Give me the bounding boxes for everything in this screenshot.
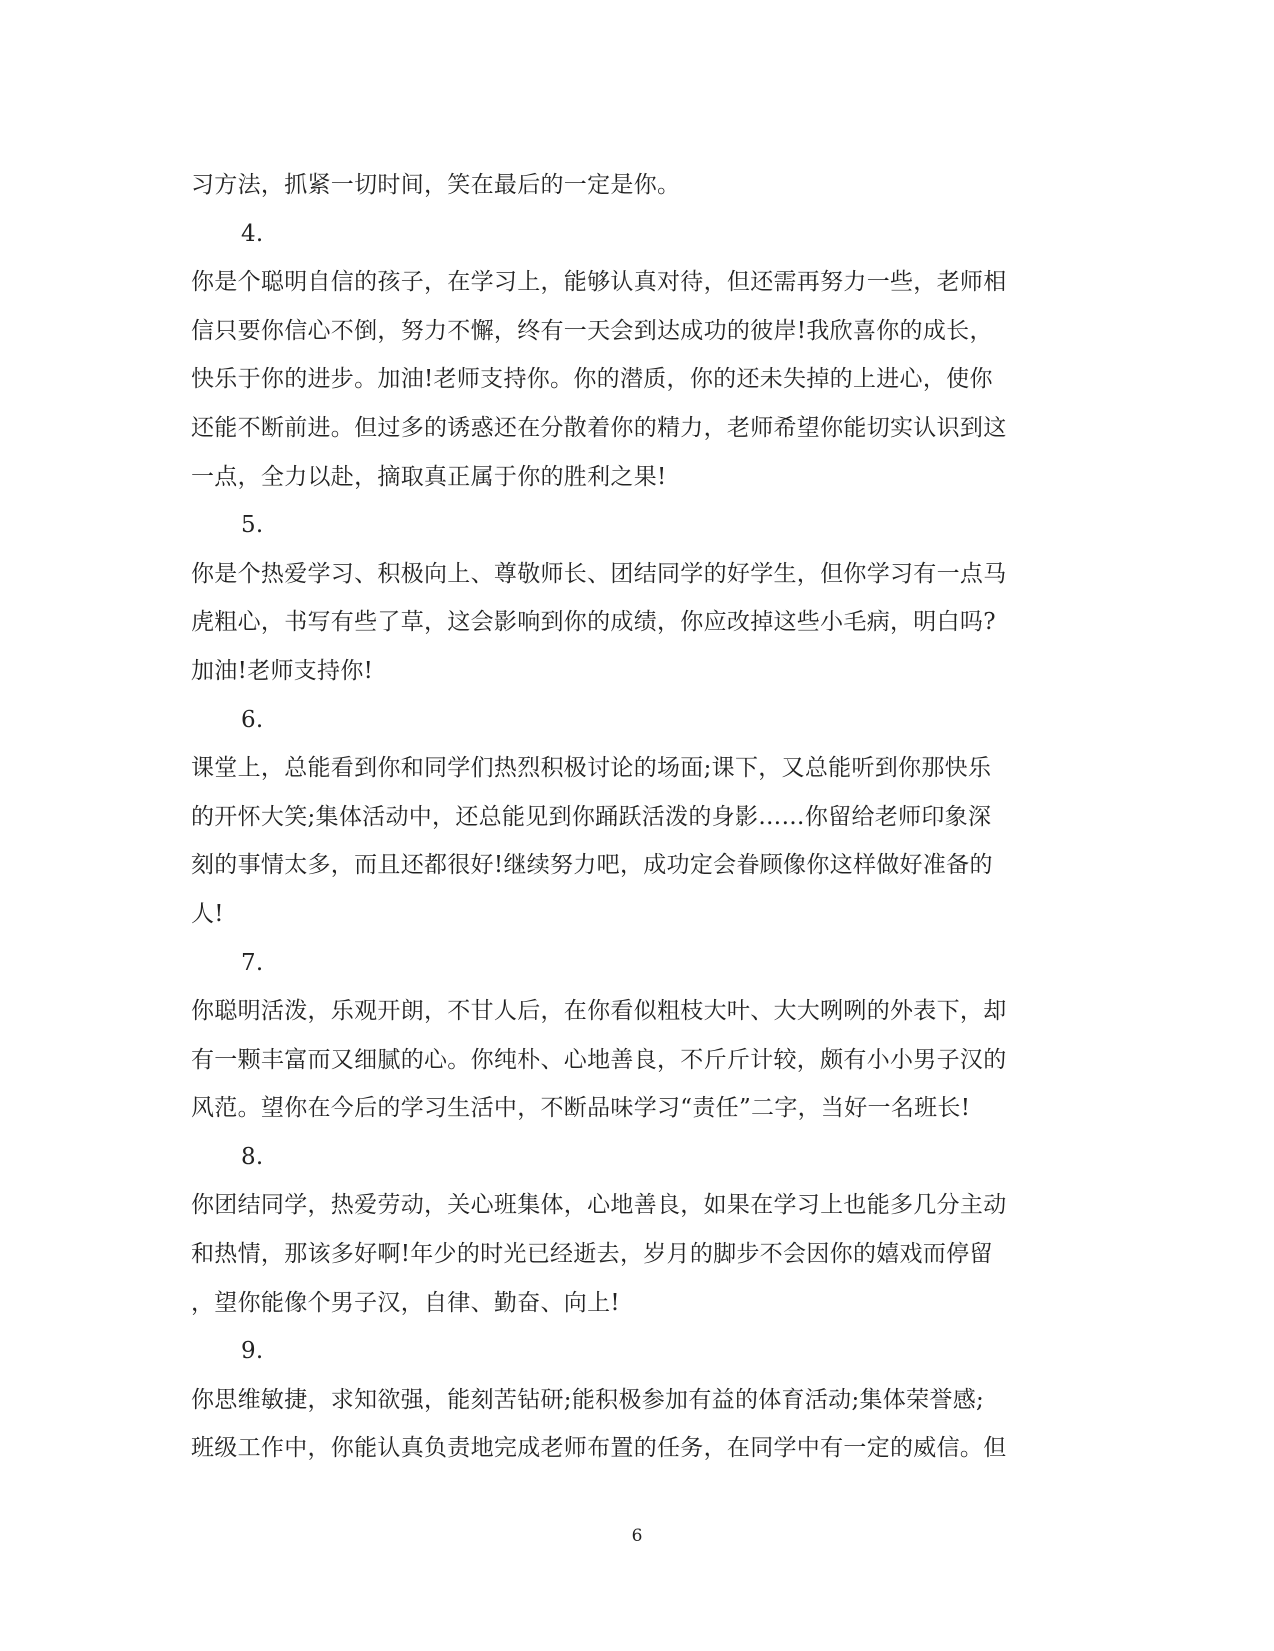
item-number: 9. [241, 1338, 264, 1365]
text-line: ，望你能像个男子汉，自律、勤奋、向上! [191, 1289, 620, 1316]
item-number: 6. [241, 706, 264, 733]
text-line: 习方法，抓紧一切时间，笑在最后的一定是你。 [191, 172, 681, 198]
page-number: 6 [631, 1526, 643, 1546]
text-line: 风范。望你在今后的学习生活中，不断品味学习“责任”二字，当好一名班长! [191, 1095, 971, 1122]
text-line: 你聪明活泼，乐观开朗，不甘人后，在你看似粗枝大叶、大大咧咧的外表下，却 [191, 998, 1007, 1025]
text-line: 有一颗丰富而又细腻的心。你纯朴、心地善良，不斤斤计较，颇有小小男子汉的 [191, 1046, 1007, 1073]
text-line: 还能不断前进。但过多的诱惑还在分散着你的精力，老师希望你能切实认识到这 [191, 414, 1007, 441]
item-number: 5. [241, 512, 264, 539]
text-line: 和热情，那该多好啊!年少的时光已经逝去，岁月的脚步不会因你的嬉戏而停留 [191, 1241, 993, 1268]
text-line: 信只要你信心不倒，努力不懈，终有一天会到达成功的彼岸!我欣喜你的成长， [191, 317, 993, 344]
text-line: 刻的事情太多，而且还都很好!继续努力吧，成功定会眷顾像你这样做好准备的 [191, 852, 993, 879]
text-line: 人! [191, 900, 224, 927]
text-line: 加油!老师支持你! [191, 657, 374, 684]
item-number: 8. [241, 1143, 264, 1170]
text-line: 快乐于你的进步。加油!老师支持你。你的潜质，你的还未失掉的上进心，使你 [191, 366, 993, 393]
item-number: 7. [241, 949, 264, 976]
text-line: 虎粗心，书写有些了草，这会影响到你的成绩，你应改掉这些小毛病，明白吗? [191, 609, 996, 636]
text-line: 班级工作中，你能认真负责地完成老师布置的任务，在同学中有一定的威信。但 [191, 1435, 1007, 1462]
document-body [191, 161, 1071, 1473]
text-line: 你是个热爱学习、积极向上、尊敬师长、团结同学的好学生，但你学习有一点马 [191, 560, 1007, 587]
text-line: 一点，全力以赴，摘取真正属于你的胜利之果! [191, 463, 667, 490]
text-line: 你团结同学，热爱劳动，关心班集体，心地善良，如果在学习上也能多几分主动 [191, 1192, 1007, 1219]
item-number: 4. [241, 220, 264, 247]
text-line: 课堂上，总能看到你和同学们热烈积极讨论的场面;课下，又总能听到你那快乐 [191, 755, 992, 782]
text-line: 你是个聪明自信的孩子，在学习上，能够认真对待，但还需再努力一些，老师相 [191, 269, 1007, 296]
text-line: 的开怀大笑;集体活动中，还总能见到你踊跃活泼的身影……你留给老师印象深 [191, 803, 992, 830]
text-line: 你思维敏捷，求知欲强，能刻苦钻研;能积极参加有益的体育活动;集体荣誉感; [191, 1386, 985, 1413]
